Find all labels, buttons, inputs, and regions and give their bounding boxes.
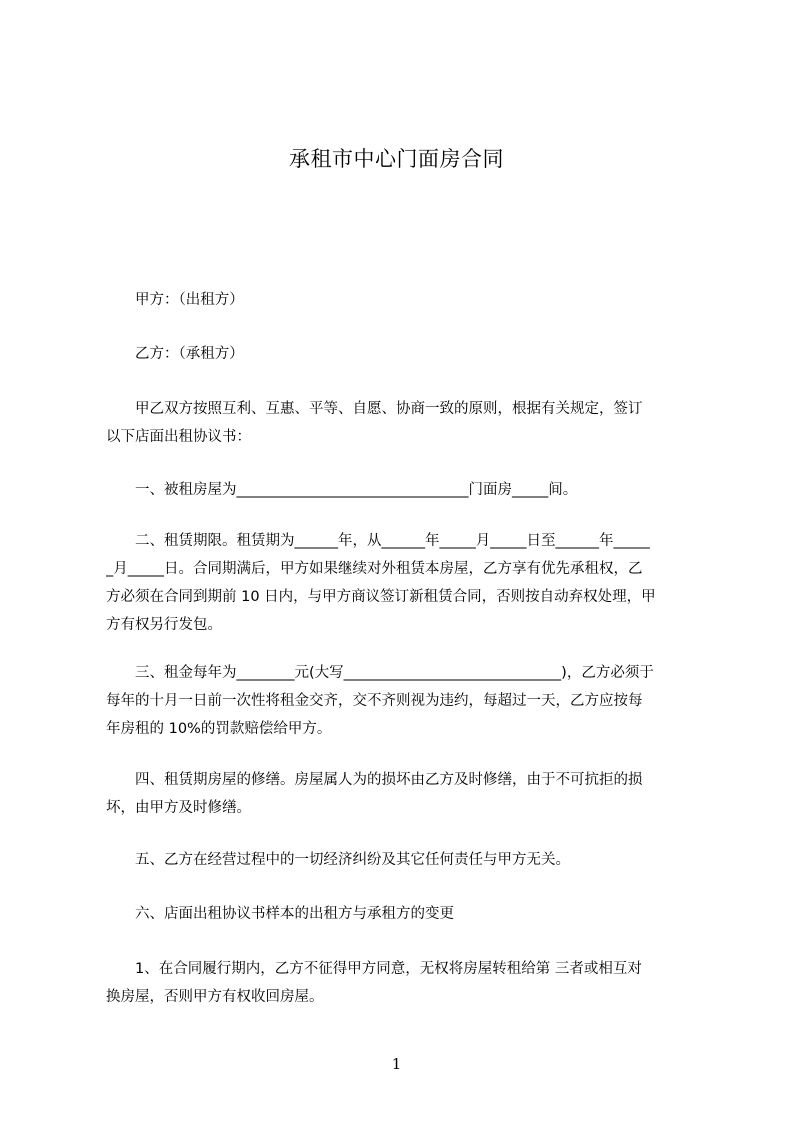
paragraph-clause-3 — [106, 659, 700, 743]
text-line: _月_____日。合同期满后，甲方如果继续对外租赁本房屋，乙方享有优先承租权，乙 — [106, 561, 643, 577]
text-line: 四、租赁期房屋的修缮。房屋属人为的损坏由乙方及时修缮，由于不可抗拒的损 — [106, 772, 643, 788]
paragraph-party-a — [106, 286, 700, 314]
paragraph-clause-5 — [106, 846, 700, 874]
text-line: 方有权另行发包。 — [106, 617, 222, 633]
text-line: 六、店面出租协议书样本的出租方与承租方的变更 — [106, 906, 454, 922]
page-number: 1 — [391, 1055, 402, 1073]
paragraph-party-b — [106, 340, 700, 368]
text-line: 乙方：（承租方） — [106, 346, 244, 362]
document-title: 承租市中心门面房合同 — [289, 147, 504, 171]
text-line: 每年的十月一日前一次性将租金交齐，交不齐则视为违约，每超过一天，乙方应按每 — [106, 693, 643, 709]
text-line: 以下店面出租协议书： — [106, 429, 251, 445]
text-line: 坏，由甲方及时修缮。 — [106, 800, 251, 816]
text-line: 方必须在合同到期前 10 日内，与甲方商议签订新租赁合同，否则按自动弃权处理，甲 — [106, 589, 656, 605]
paragraph-clause-4 — [106, 766, 700, 822]
paragraph-preamble — [106, 395, 700, 451]
text-line: 1、在合同履行期内，乙方不征得甲方同意，无权将房屋转租给第 三者或相互对 — [106, 961, 642, 977]
paragraph-clause-6 — [106, 900, 700, 928]
text-line: 三、租金每年为________元(大写______________________________)，乙方必须于 — [106, 665, 654, 681]
text-line: 五、乙方在经营过程中的一切经济纠纷及其它任何责任与甲方无关。 — [106, 852, 570, 868]
text-line: 换房屋，否则甲方有权收回房屋。 — [106, 989, 324, 1005]
text-line: 年房租的 10%的罚款赔偿给甲方。 — [106, 721, 332, 737]
paragraph-clause-1 — [106, 476, 700, 504]
text-line: 二、租赁期限。租赁期为______年，从______年_____月_____日至______年_____ — [106, 533, 650, 549]
text-line: 甲方：（出租方） — [106, 292, 244, 308]
text-line: 一、被租房屋为________________________________门面房_____间。 — [106, 482, 578, 498]
paragraph-clause-2 — [106, 527, 700, 639]
text-line: 甲乙双方按照互利、互惠、平等、自愿、协商一致的原则，根据有关规定，签订 — [106, 401, 643, 417]
paragraph-clause-6-1 — [106, 955, 700, 1011]
